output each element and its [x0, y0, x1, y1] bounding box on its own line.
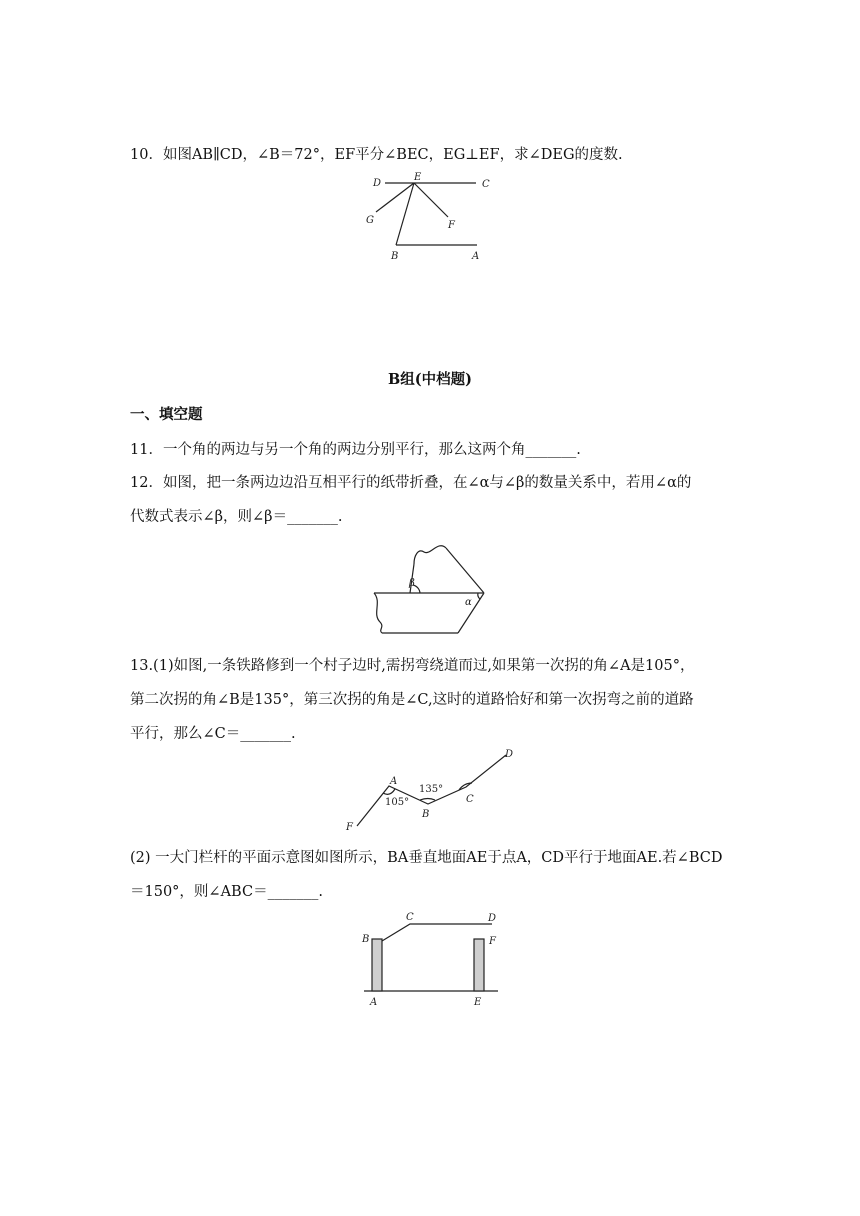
label-f: F	[489, 936, 496, 947]
segment-eb	[396, 183, 414, 245]
label-d: D	[373, 178, 382, 189]
label-c: C	[466, 794, 474, 805]
label-b: B	[422, 809, 430, 820]
label-f: F	[346, 822, 353, 833]
label-c: C	[482, 179, 490, 190]
label-c: C	[406, 912, 414, 923]
label-b: B	[391, 251, 399, 262]
question-12-line-2: 代数式表示∠β，则∠β＝_______.	[130, 509, 343, 525]
question-10-text: 10．如图AB∥CD，∠B＝72°，EF平分∠BEC，EG⊥EF，求∠DEG的度数.	[130, 147, 623, 163]
figure-q12-folded-strip	[370, 542, 495, 638]
post-ab	[372, 939, 382, 991]
question-13-line-1: 13.(1)如图,一条铁路修到一个村子边时,需拐弯绕道而过,如果第一次拐的角∠A是105°，	[130, 658, 695, 674]
question-12-line-1: 12．如图，把一条两边边沿互相平行的纸带折叠，在∠α与∠β的数量关系中，若用∠α的	[130, 475, 692, 491]
label-a: A	[370, 997, 378, 1008]
angle-a-value: 105°	[385, 797, 410, 808]
label-a: A	[472, 251, 480, 262]
label-e: E	[474, 997, 482, 1008]
question-13b-line-2: ＝150°，则∠ABC＝_______.	[130, 884, 323, 900]
post-ef	[474, 939, 484, 991]
question-11-text: 11．一个角的两边与另一个角的两边分别平行，那么这两个角_______.	[130, 442, 581, 458]
question-13-line-2: 第二次拐的角∠B是135°，第三次拐的角是∠C,这时的道路恰好和第一次拐弯之前的道路	[130, 692, 694, 708]
label-b: B	[362, 934, 370, 945]
label-f: F	[448, 220, 455, 231]
figure-q10-parallel-lines	[360, 172, 500, 264]
angle-b-value: 135°	[419, 784, 444, 795]
ray-ef	[414, 183, 448, 217]
label-d: D	[488, 913, 497, 924]
label-a: A	[390, 776, 398, 787]
ray-eg	[376, 183, 414, 212]
torn-left-edge	[374, 593, 382, 633]
alpha-arc	[478, 593, 480, 599]
label-alpha: α	[465, 597, 472, 608]
label-beta: β	[409, 578, 415, 589]
group-title: B组(中档题)	[388, 371, 472, 388]
label-e: E	[414, 172, 422, 183]
question-13-line-3: 平行，那么∠C＝_______.	[130, 726, 296, 742]
angle-b-arc	[420, 799, 435, 801]
figure-q13b-gate-bar	[358, 908, 510, 1008]
folded-outer-edge	[446, 548, 484, 593]
question-13b-line-1: (2) 一大门栏杆的平面示意图如图所示，BA垂直地面AE于点A，CD平行于地面AE.若∠BCD	[130, 850, 723, 866]
part-title: 一、填空题	[130, 406, 203, 423]
figure-q13-railway	[340, 745, 520, 837]
label-d: D	[505, 749, 514, 760]
folded-torn-edge	[414, 546, 446, 564]
label-g: G	[366, 215, 374, 226]
